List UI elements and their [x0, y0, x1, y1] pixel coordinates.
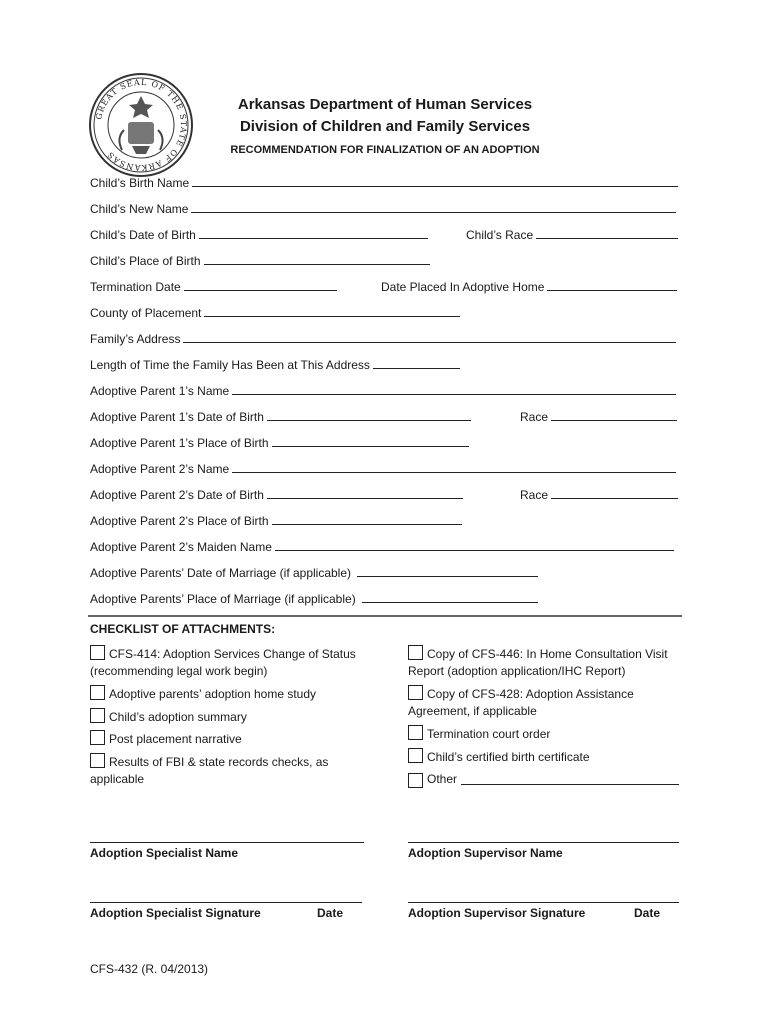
checklist-item-label: CFS-414: Adoption Services Change of Status	[109, 647, 356, 661]
checkbox[interactable]	[90, 645, 105, 660]
seal-ring-text: GREAT SEAL OF THE STATE OF ARKANSAS	[94, 77, 189, 173]
section-divider	[88, 615, 682, 617]
supervisor-name-label: Adoption Supervisor Name	[408, 846, 563, 860]
checklist-item-label: Copy of CFS-446: In Home Consultation Visit	[427, 647, 668, 661]
field-label: Child’s Birth Name	[90, 176, 190, 190]
specialist-date-label: Date	[317, 906, 344, 920]
checklist-item-label: Child’s adoption summary	[109, 710, 247, 724]
ap2-place-of-birth-field[interactable]	[90, 514, 462, 528]
ap1-name-field[interactable]	[90, 384, 676, 398]
checklist-item-label-cont: Report (adoption application/IHC Report)	[408, 664, 626, 678]
field-line[interactable]	[232, 472, 676, 473]
checklist-item-cfs428[interactable]	[408, 685, 688, 720]
field-label: Date Placed In Adoptive Home	[381, 280, 545, 294]
supervisor-signature-label: Adoption Supervisor Signature	[408, 906, 586, 920]
agency-title: Arkansas Department of Human Services	[237, 96, 533, 113]
checklist-item-post-placement[interactable]	[90, 730, 390, 748]
field-line[interactable]	[272, 524, 462, 525]
checkbox[interactable]	[90, 708, 105, 723]
supervisor-date-label: Date	[634, 906, 661, 920]
field-label: Family’s Address	[90, 332, 181, 346]
supervisor-name-line[interactable]	[408, 842, 679, 843]
checklist-item-label: Results of FBI & state records checks, as	[109, 755, 329, 769]
field-label: Adoptive Parent 2’s Name	[90, 462, 230, 476]
checklist-item-other[interactable]	[408, 771, 679, 788]
childs-race-field[interactable]	[466, 228, 678, 242]
supervisor-signature-line[interactable]	[408, 902, 679, 903]
checklist-item-adoption-summary[interactable]	[90, 708, 390, 726]
ap2-name-field[interactable]	[90, 462, 676, 476]
field-label: Child’s Date of Birth	[90, 228, 196, 242]
childs-place-of-birth-field[interactable]	[90, 254, 430, 268]
checkbox[interactable]	[90, 685, 105, 700]
field-label: Adoptive Parent 1’s Name	[90, 384, 230, 398]
field-label: Race	[520, 410, 549, 424]
field-label: Race	[520, 488, 549, 502]
checklist-item-label: Termination court order	[427, 727, 551, 741]
form-number: CFS-432 (R. 04/2013)	[90, 962, 209, 976]
field-label: Adoptive Parent 1’s Date of Birth	[90, 410, 264, 424]
field-line[interactable]	[232, 394, 676, 395]
checkbox[interactable]	[408, 773, 423, 788]
checklist-item-birth-certificate[interactable]	[408, 748, 688, 766]
field-line[interactable]	[204, 316, 460, 317]
checklist-item-label: Post placement narrative	[109, 732, 242, 746]
field-line[interactable]	[199, 238, 428, 239]
childs-new-name-field[interactable]	[90, 202, 676, 216]
other-line[interactable]	[461, 784, 679, 785]
specialist-signature-line[interactable]	[90, 902, 362, 903]
field-line[interactable]	[536, 238, 678, 239]
field-label: Adoptive Parents’ Date of Marriage (if applicable)	[90, 566, 352, 580]
checklist-item-label: Child’s certified birth certificate	[427, 750, 590, 764]
field-line[interactable]	[373, 368, 460, 369]
field-line[interactable]	[551, 420, 677, 421]
field-line[interactable]	[547, 290, 677, 291]
checklist-item-label-cont: (recommending legal work begin)	[90, 664, 268, 678]
field-line[interactable]	[362, 602, 538, 603]
checklist-item-home-study[interactable]	[90, 685, 390, 703]
field-label: Child’s Race	[466, 228, 534, 242]
checkbox[interactable]	[90, 753, 105, 768]
checklist-item-termination-order[interactable]	[408, 725, 688, 743]
termination-date-field[interactable]	[90, 280, 337, 294]
specialist-name-label: Adoption Specialist Name	[90, 846, 239, 860]
ap2-dob-field[interactable]	[90, 488, 463, 502]
ap1-dob-field[interactable]	[90, 410, 471, 424]
field-line[interactable]	[183, 342, 676, 343]
checklist-item-label: Copy of CFS-428: Adoption Assistance	[427, 687, 634, 701]
checkbox[interactable]	[408, 748, 423, 763]
field-label: Length of Time the Family Has Been at This Address	[90, 358, 370, 372]
checkbox[interactable]	[408, 725, 423, 740]
field-line[interactable]	[204, 264, 431, 265]
checklist-item-fbi-checks[interactable]	[90, 753, 390, 788]
checkbox[interactable]	[90, 730, 105, 745]
field-line[interactable]	[184, 290, 337, 291]
length-of-time-field[interactable]	[90, 358, 460, 372]
field-label: County of Placement	[90, 306, 202, 320]
ap1-race-field[interactable]	[520, 410, 677, 424]
field-label: Adoptive Parent 2’s Maiden Name	[90, 540, 272, 554]
ap1-place-of-birth-field[interactable]	[90, 436, 469, 450]
field-line[interactable]	[357, 576, 538, 577]
checklist-heading: CHECKLIST OF ATTACHMENTS:	[90, 622, 276, 636]
field-label: Adoptive Parent 2’s Place of Birth	[90, 514, 269, 528]
field-label: Adoptive Parents’ Place of Marriage (if applicable)	[90, 592, 356, 606]
checkbox[interactable]	[408, 685, 423, 700]
field-line[interactable]	[551, 498, 678, 499]
field-label: Adoptive Parent 1’s Place of Birth	[90, 436, 269, 450]
date-placed-field[interactable]	[381, 280, 677, 294]
checklist-item-cfs446[interactable]	[408, 645, 688, 680]
specialist-name-line[interactable]	[90, 842, 364, 843]
division-title: Division of Children and Family Services	[239, 118, 531, 135]
checklist-item-label-cont: Agreement, if applicable	[408, 704, 537, 718]
specialist-signature-label: Adoption Specialist Signature	[90, 906, 261, 920]
marriage-date-field[interactable]	[90, 566, 538, 580]
marriage-place-field[interactable]	[90, 592, 538, 606]
checklist-item-cfs414[interactable]	[90, 645, 390, 680]
field-line[interactable]	[272, 446, 469, 447]
field-line[interactable]	[191, 212, 676, 213]
field-label: Child’s New Name	[90, 202, 189, 216]
childs-birth-name-field[interactable]	[90, 176, 678, 190]
field-line[interactable]	[267, 498, 463, 499]
field-label: Adoptive Parent 2’s Date of Birth	[90, 488, 264, 502]
childs-dob-field[interactable]	[90, 228, 428, 242]
field-line[interactable]	[267, 420, 471, 421]
form-title: RECOMMENDATION FOR FINALIZATION OF AN ADOPTION	[230, 144, 540, 156]
checklist-item-label: Adoptive parents’ adoption home study	[109, 687, 317, 701]
checkbox[interactable]	[408, 645, 423, 660]
field-label: Termination Date	[90, 280, 181, 294]
ap2-maiden-name-field[interactable]	[90, 540, 674, 554]
ap2-race-field[interactable]	[520, 488, 678, 502]
checklist-item-label: Other	[427, 772, 458, 786]
field-line[interactable]	[275, 550, 674, 551]
county-of-placement-field[interactable]	[90, 306, 460, 320]
checklist-item-label-cont: applicable	[90, 772, 145, 786]
field-label: Child’s Place of Birth	[90, 254, 201, 268]
field-line[interactable]	[192, 186, 678, 187]
familys-address-field[interactable]	[90, 332, 676, 346]
